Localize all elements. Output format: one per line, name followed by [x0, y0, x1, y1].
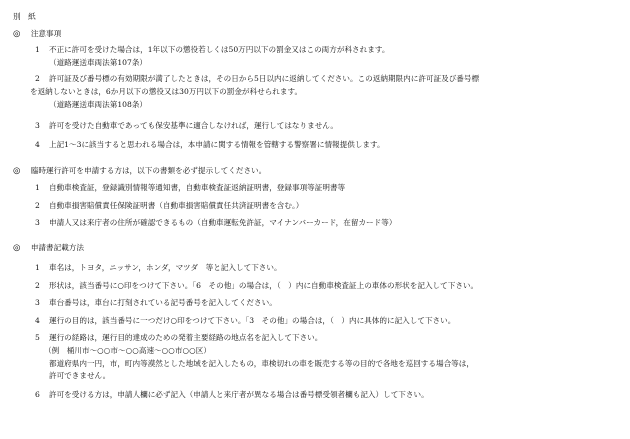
item-text: 不正に許可を受けた場合は，1年以下の懲役若しくは50万円以下の罰金又はこの両方が科されます。	[49, 45, 390, 54]
instructions-item-5-note: 都道府県内一円，市，町内等漠然とした地域を記入したもの，車検切れの車を販売する等の目的で各地を巡回する場合等は，	[49, 359, 474, 368]
instructions-item-6	[35, 389, 429, 400]
caution-item-2-continuation: を返納しないときは，6か月以下の懲役又は30万円以下の罰金が科せられます。	[30, 87, 303, 96]
section-required-documents-header	[13, 165, 266, 177]
instructions-item-4	[35, 315, 455, 326]
documents-item-2	[35, 200, 303, 211]
item-number: 1	[35, 263, 40, 272]
instructions-item-5-note-continuation: 許可できません。	[49, 371, 111, 380]
item-number: 2	[35, 201, 40, 210]
item-number: 3	[35, 218, 40, 227]
item-number: 6	[35, 390, 40, 399]
item-number: 3	[35, 298, 40, 307]
item-text: 許可を受ける方は，申請人欄に必ず記入（申請人と来庁者が異なる場合は番号標受領者欄も記入）して下さい。	[49, 390, 429, 399]
item-number: 2	[35, 74, 40, 83]
caution-item-1	[35, 44, 389, 55]
instructions-item-3	[35, 297, 277, 308]
item-number: 1	[35, 45, 40, 54]
item-text: 運行の目的は，該当番号に一つだけ○印をつけて下さい。「3 その他」の場合は，（ ）内に具体的に記入して下さい。	[49, 316, 456, 325]
item-number: 2	[35, 281, 40, 290]
double-circle-bullet-icon: ◎	[13, 243, 21, 253]
item-number: 5	[35, 333, 40, 342]
caution-item-1-reference: （道路運送車両法第107条）	[49, 58, 148, 67]
item-text: 申請人又は来庁者の住所が確認できるもの（自動車運転免許証，マイナンバーカード，在留カード等）	[49, 218, 397, 227]
item-text: 運行の経路は，運行目的達成のための発着主要経路の地点名を記入して下さい。	[49, 333, 323, 342]
item-number: 4	[35, 316, 40, 325]
item-text: 許可証及び番号標の有効期限が満了したときは，その日から5日以内に返納してください。この返納期限内に許可証及び番号標	[49, 74, 480, 83]
documents-item-3	[35, 217, 396, 228]
item-text: 許可を受けた自動車であっても保安基準に適合しなければ，運行してはなりません。	[49, 121, 338, 130]
section-form-instructions-header	[13, 242, 84, 254]
documents-item-1	[35, 182, 345, 193]
item-text: 車台番号は，車台に打刻されている記号番号を記入してください。	[49, 298, 277, 307]
section-caution-header	[13, 28, 61, 40]
instructions-item-2	[35, 280, 478, 291]
page-heading: 別 紙	[13, 12, 36, 21]
section-title: 注意事項	[30, 29, 62, 38]
item-text: 自動車検査証，登録識別情報等通知書，自動車検査証返納証明書，登録事項等証明書等	[49, 183, 346, 192]
instructions-item-5	[35, 332, 322, 343]
item-text: 自動車損害賠償責任保険証明書（自動車損害賠償責任共済証明書を含む。）	[49, 201, 304, 210]
item-number: 4	[35, 140, 40, 149]
item-text: 車名は，トヨタ，ニッサン，ホンダ，マツダ 等と記入して下さい。	[49, 263, 282, 272]
instructions-item-1	[35, 262, 282, 273]
item-number: 1	[35, 183, 40, 192]
section-title: 臨時運行許可を申請する方は，以下の書類を必ず提示してください。	[30, 166, 267, 175]
section-title: 申請書記載方法	[30, 243, 84, 252]
item-text: 形状は，該当番号に○印をつけて下さい。「6 その他」の場合は，（ ）内に自動車検査証上の車体の形状を記入して下さい。	[49, 281, 479, 290]
caution-item-3	[35, 120, 338, 131]
caution-item-2	[35, 73, 479, 84]
caution-item-4	[35, 139, 385, 150]
double-circle-bullet-icon: ◎	[13, 166, 21, 176]
item-number: 3	[35, 121, 40, 130]
caution-item-2-reference: （道路運送車両法第108条）	[49, 100, 148, 109]
item-text: 上記1～3に該当すると思われる場合は，本申請に関する情報を管轄する警察署に情報提供します。	[49, 140, 385, 149]
double-circle-bullet-icon: ◎	[13, 29, 21, 39]
instructions-item-5-example: （例 桶川市～○○市～○○高速～○○市○○区）	[44, 346, 211, 355]
